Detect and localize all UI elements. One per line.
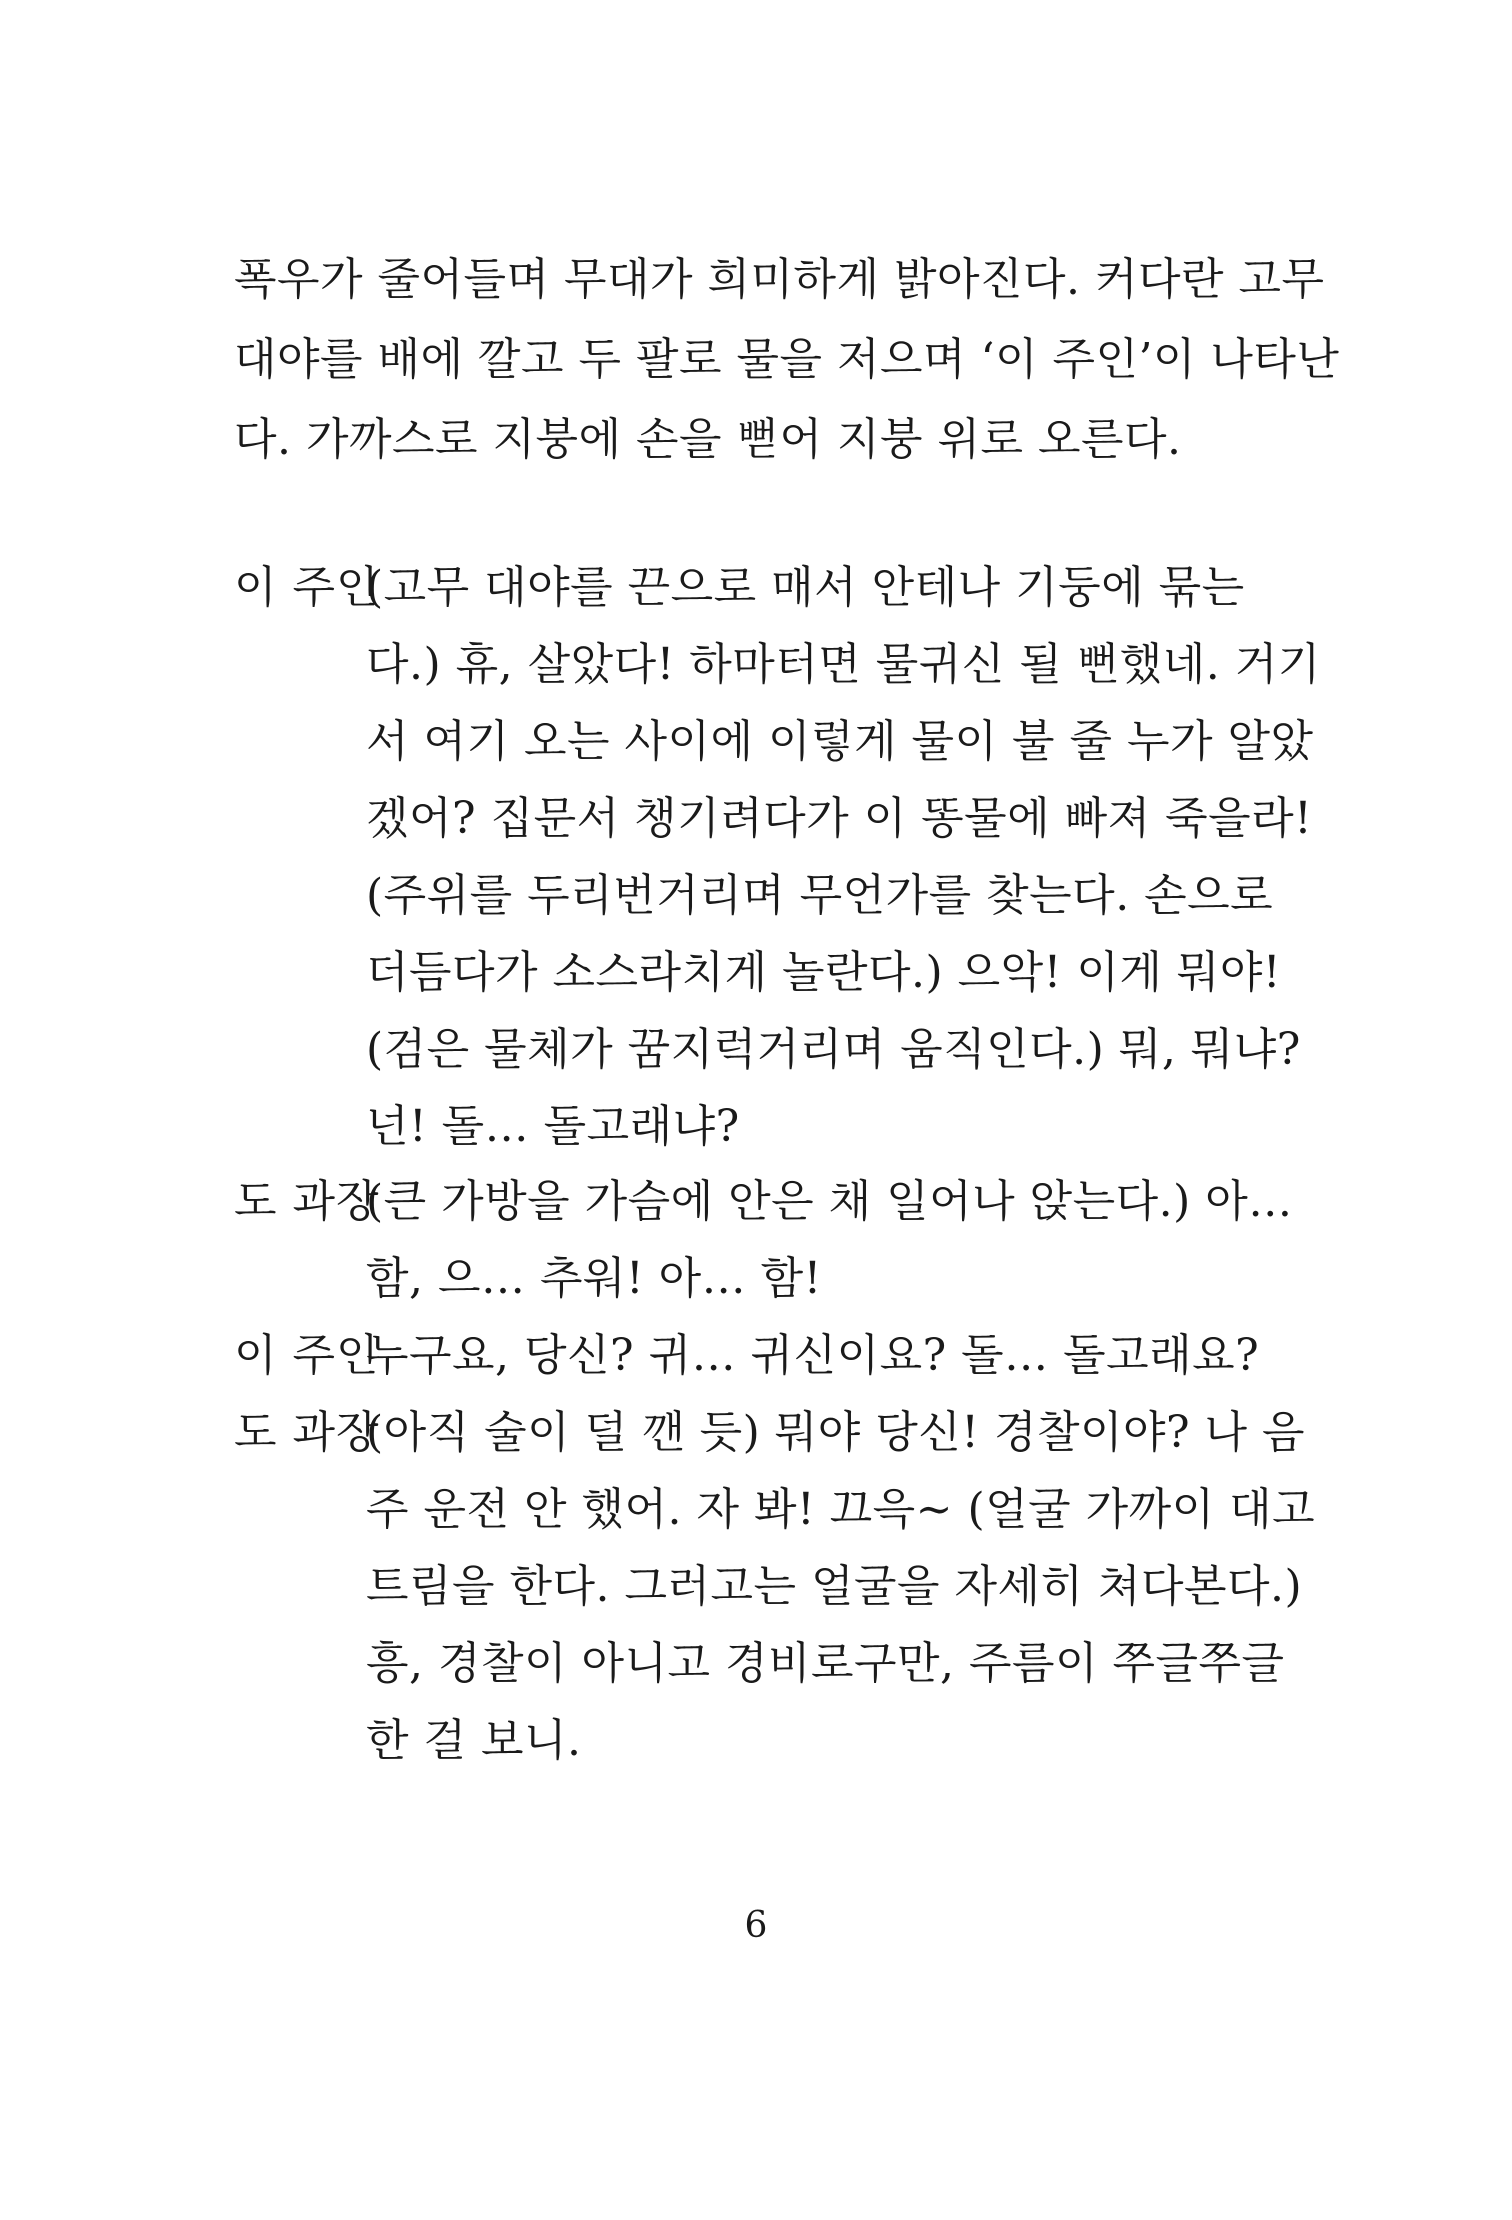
speaker-name: 도 과장 xyxy=(234,1176,380,1227)
dialogue-line: 한 걸 보니. xyxy=(366,1715,582,1766)
dialogue-line: 다.) 휴, 살았다! 하마터면 물귀신 될 뻔했네. 거기 xyxy=(366,639,1321,690)
dialogue-line: 서 여기 오는 사이에 이렇게 물이 불 줄 누가 알았 xyxy=(366,716,1314,767)
dialogue-line: (주위를 두리번거리며 무언가를 찾는다. 손으로 xyxy=(366,870,1274,921)
dialogue-line: 누구요, 당신? 귀… 귀신이요? 돌… 돌고래요? xyxy=(366,1330,1260,1381)
dialogue-line: (큰 가방을 가슴에 안은 채 일어나 앉는다.) 아… xyxy=(366,1176,1293,1227)
stage-direction-line: 폭우가 줄어들며 무대가 희미하게 밝아진다. 커다란 고무 xyxy=(234,254,1325,305)
stage-direction-line: 다. 가까스로 지붕에 손을 뻗어 지붕 위로 오른다. xyxy=(234,414,1182,465)
dialogue-line: 더듬다가 소스라치게 놀란다.) 으악! 이게 뭐야! xyxy=(366,947,1282,998)
speaker-name: 도 과장 xyxy=(234,1407,380,1458)
stage-direction-line: 대야를 배에 깔고 두 팔로 물을 저으며 ‘이 주인’이 나타난 xyxy=(234,334,1340,385)
dialogue-line: 겠어? 집문서 챙기려다가 이 똥물에 빠져 죽을라! xyxy=(366,793,1313,844)
speaker-name: 이 주인 xyxy=(234,1330,380,1381)
dialogue-line: 트림을 한다. 그러고는 얼굴을 자세히 쳐다본다.) xyxy=(366,1561,1303,1612)
dialogue-line: 함, 으… 추워! 아… 함! xyxy=(366,1253,822,1304)
dialogue-line: 넌! 돌… 돌고래냐? xyxy=(366,1101,740,1152)
dialogue-line: 주 운전 안 했어. 자 봐! 끄윽~ (얼굴 가까이 대고 xyxy=(366,1484,1316,1535)
speaker-name: 이 주인 xyxy=(234,562,380,613)
dialogue-line: (고무 대야를 끈으로 매서 안테나 기둥에 묶는 xyxy=(366,562,1245,613)
page-number: 6 xyxy=(744,1905,768,1946)
dialogue-line: (검은 물체가 꿈지럭거리며 움직인다.) 뭐, 뭐냐? xyxy=(366,1024,1301,1075)
dialogue-line: 흥, 경찰이 아니고 경비로구만, 주름이 쭈글쭈글 xyxy=(366,1638,1285,1689)
dialogue-line: (아직 술이 덜 깬 듯) 뭐야 당신! 경찰이야? 나 음 xyxy=(366,1407,1306,1458)
